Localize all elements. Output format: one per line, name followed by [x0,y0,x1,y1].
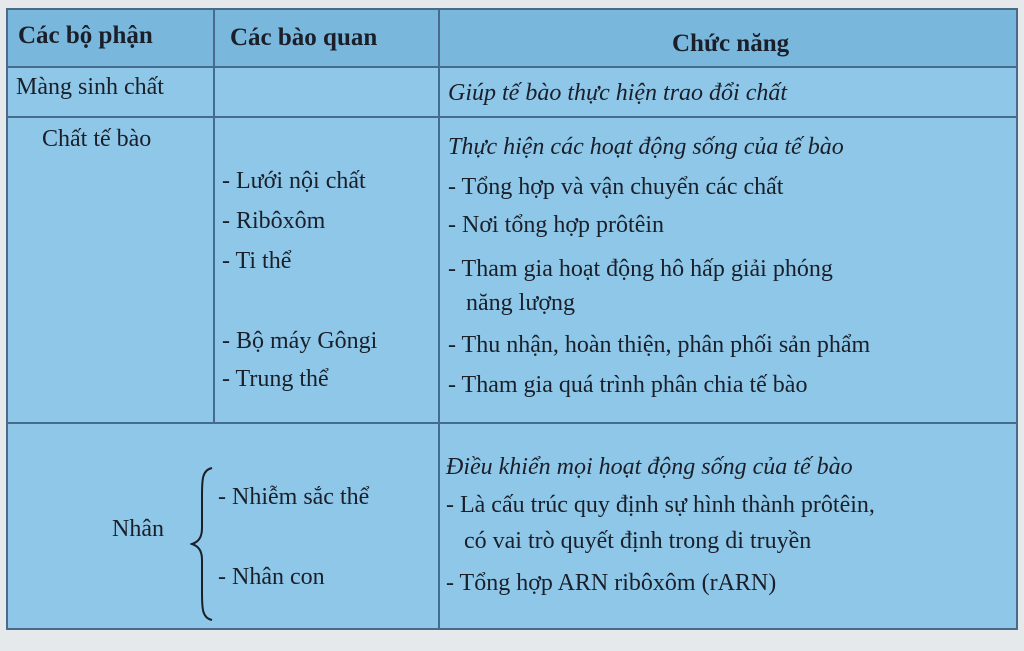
organelle-nucleolus: - Nhân con [218,564,325,590]
function-er: - Tổng hợp và vận chuyển các chất [448,174,784,200]
function-title-membrane: Giúp tế bào thực hiện trao đổi chất [448,80,788,106]
header-parts: Các bộ phận [18,22,153,49]
row-divider-cytoplasm [8,422,1016,424]
organelle-mitochondria: - Ti thể [222,248,292,274]
function-chromosome-cont: có vai trò quyết định trong di truyền [464,528,812,554]
part-membrane: Màng sinh chất [16,74,164,100]
function-mitochondria: - Tham gia hoạt động hô hấp giải phóng [448,256,833,282]
part-cytoplasm: Chất tế bào [42,126,152,152]
column-divider-2 [438,10,440,628]
function-mitochondria-cont: năng lượng [466,290,576,316]
organelle-chromosome: - Nhiễm sắc thể [218,484,370,510]
organelle-function-table [6,8,1018,630]
function-ribosome: - Nơi tổng hợp prôtêin [448,212,665,238]
organelle-centrosome: - Trung thể [222,366,329,392]
header-organelles: Các bào quan [230,24,378,51]
organelle-golgi: - Bộ máy Gôngi [222,328,378,354]
organelle-ribosome: - Ribôxôm [222,208,326,234]
function-title-nucleus: Điều khiển mọi hoạt động sống của tế bào [446,454,853,480]
header-function: Chức năng [672,30,790,57]
table-header-row [8,10,1016,66]
function-golgi: - Thu nhận, hoàn thiện, phân phối sản phẩm [448,332,871,358]
function-nucleolus: - Tổng hợp ARN ribôxôm (rARN) [446,570,777,596]
column-divider-1 [213,10,215,422]
function-title-cytoplasm: Thực hiện các hoạt động sống của tế bào [448,134,844,160]
function-chromosome: - Là cấu trúc quy định sự hình thành prôtêin, [446,492,875,518]
function-centrosome: - Tham gia quá trình phân chia tế bào [448,372,808,398]
organelle-er: - Lưới nội chất [222,168,366,194]
curly-brace-icon [190,466,216,622]
row-divider-membrane [8,116,1016,118]
row-divider-header [8,66,1016,68]
part-nucleus: Nhân [112,516,164,542]
